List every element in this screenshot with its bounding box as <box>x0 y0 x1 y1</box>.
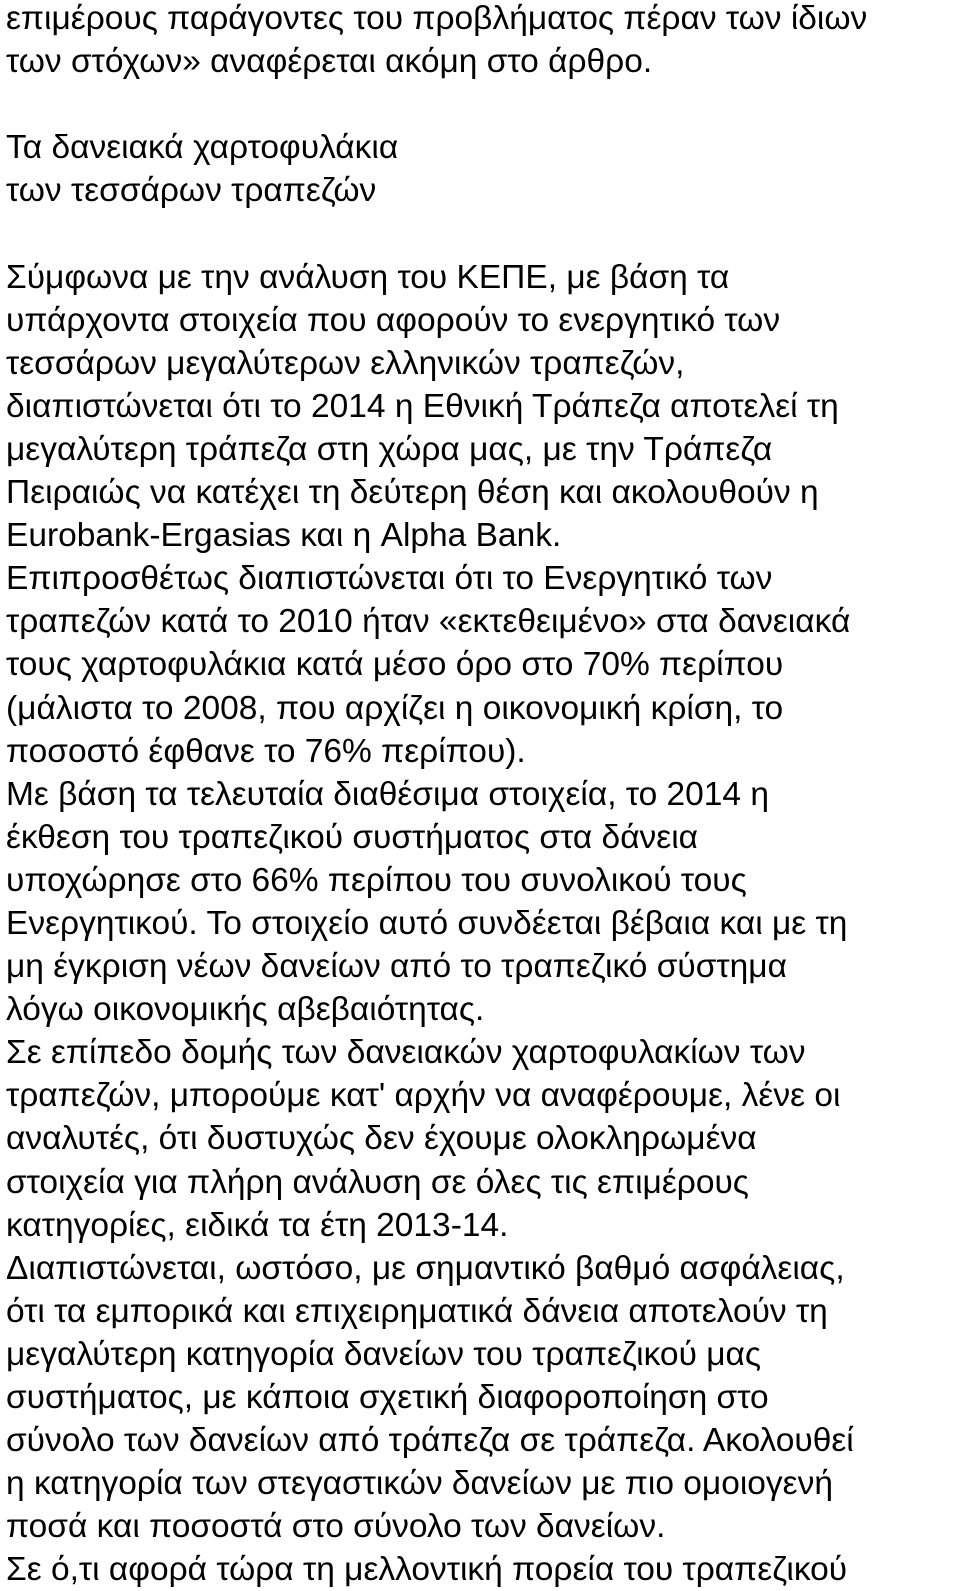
text-line: Σε ό,τι αφορά τώρα τη μελλοντική πορεία του τραπεζικού <box>6 1551 848 1589</box>
text-line: διαπιστώνεται ότι το 2014 η Εθνική Τράπεζα αποτελεί τη <box>6 387 839 425</box>
text-line: υπάρχοντα στοιχεία που αφορούν το ενεργητικό των <box>6 301 781 339</box>
paragraph-gap <box>6 212 956 255</box>
text-line: ποσοστό έφθανε το 76% περίπου). <box>6 732 526 770</box>
text-line: έκθεση του τραπεζικού συστήματος στα δάνεια <box>6 818 699 856</box>
document-page <box>6 0 956 1591</box>
intro-paragraph <box>6 0 956 83</box>
text-line: τεσσάρων μεγαλύτερων ελληνικών τραπεζών, <box>6 344 685 382</box>
text-line: αναλυτές, ότι δυστυχώς δεν έχουμε ολοκληρωμένα <box>6 1120 757 1158</box>
text-line: στοιχεία για πλήρη ανάλυση σε όλες τις επιμέρους <box>6 1163 749 1201</box>
text-line: Επιπροσθέτως διαπιστώνεται ότι το Ενεργητικό των <box>6 560 773 598</box>
text-line: μη έγκριση νέων δανείων από το τραπεζικό σύστημα <box>6 948 787 986</box>
heading-line: των τεσσάρων τραπεζών <box>6 172 377 210</box>
text-line: Eurobank-Ergasias και η Alpha Bank. <box>6 517 562 555</box>
text-line: τους χαρτοφυλάκια κατά μέσο όρο στο 70% περίπου <box>6 646 784 684</box>
text-line: ποσά και ποσοστά στο σύνολο των δανείων. <box>6 1508 666 1546</box>
text-line: υποχώρησε στο 66% περίπου του συνολικού τους <box>6 861 747 899</box>
text-line: Ενεργητικού. Το στοιχείο αυτό συνδέεται βέβαια και με τη <box>6 904 848 942</box>
text-line: Πειραιώς να κατέχει τη δεύτερη θέση και ακολουθούν η <box>6 474 819 512</box>
text-line: σύνολο των δανείων από τράπεζα σε τράπεζα. Ακολουθεί <box>6 1422 854 1460</box>
text-line: μεγαλύτερη κατηγορία δανείων του τραπεζικού μας <box>6 1335 762 1373</box>
text-line: επιμέρους παράγοντες του προβλήματος πέραν των ίδιων <box>6 0 868 37</box>
text-line: τραπεζών, μπορούμε κατ' αρχήν να αναφέρουμε, λένε οι <box>6 1077 841 1115</box>
text-line: τραπεζών κατά το 2010 ήταν «εκτεθειμένο» στα δανειακά <box>6 603 851 641</box>
text-line: (μάλιστα το 2008, που αρχίζει η οικονομική κρίση, το <box>6 689 784 727</box>
text-line: ότι τα εμπορικά και επιχειρηματικά δάνεια αποτελούν τη <box>6 1292 828 1330</box>
text-line: μεγαλύτερη τράπεζα στη χώρα μας, με την Τράπεζα <box>6 430 773 468</box>
text-line: η κατηγορία των στεγαστικών δανείων με πιο ομοιογενή <box>6 1465 833 1503</box>
paragraph-gap <box>6 83 956 126</box>
text-line: λόγω οικονομικής αβεβαιότητας. <box>6 991 485 1029</box>
text-line: Σε επίπεδο δομής των δανειακών χαρτοφυλακίων των <box>6 1034 806 1072</box>
text-line: Διαπιστώνεται, ωστόσο, με σημαντικό βαθμό ασφάλειας, <box>6 1249 845 1287</box>
text-line: συστήματος, με κάποια σχετική διαφοροποίηση στο <box>6 1379 769 1416</box>
section-heading <box>6 126 956 212</box>
text-line: Με βάση τα τελευταία διαθέσιμα στοιχεία, το 2014 η <box>6 775 769 813</box>
text-line: Σύμφωνα με την ανάλυση του ΚΕΠΕ, με βάση τα <box>6 258 730 296</box>
body-text <box>6 256 956 1591</box>
heading-line: Τα δανειακά χαρτοφυλάκια <box>6 129 399 167</box>
text-line: κατηγορίες, ειδικά τα έτη 2013-14. <box>6 1206 509 1244</box>
text-line: των στόχων» αναφέρεται ακόμη στο άρθρο. <box>6 43 653 81</box>
